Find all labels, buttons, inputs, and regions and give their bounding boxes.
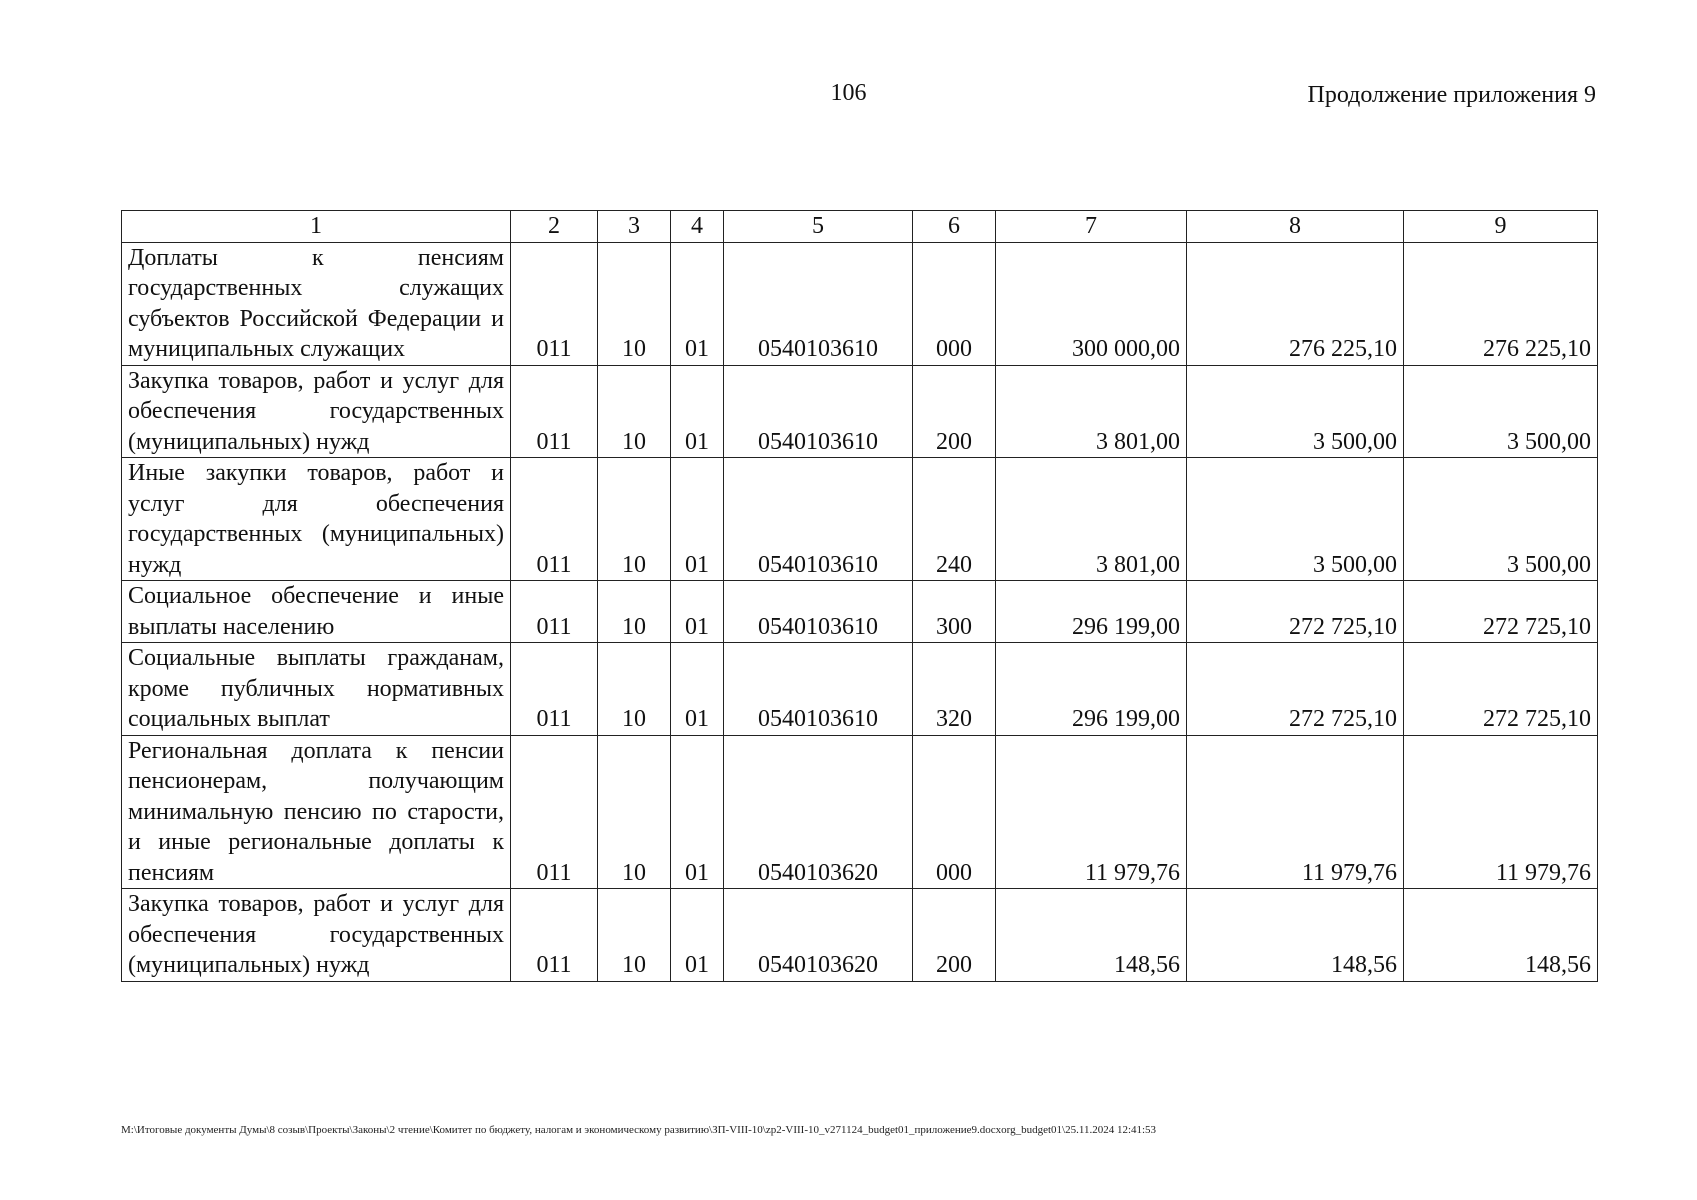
cell-target-article: 0540103610 (724, 581, 913, 643)
cell-admin-code: 011 (511, 242, 598, 365)
cell-subsection: 01 (671, 643, 724, 736)
cell-amount-7: 148,56 (996, 889, 1187, 982)
budget-table (121, 210, 1598, 982)
cell-amount-8: 3 500,00 (1187, 365, 1404, 458)
cell-amount-8: 272 725,10 (1187, 581, 1404, 643)
row-name: Доплаты к пенсиям государственных служащих субъектов Российской Федерации и муниципальных служащих (122, 242, 511, 365)
cell-subsection: 01 (671, 365, 724, 458)
document-file-path: M:\Итоговые документы Думы\8 созыв\Проекты\Законы\2 чтение\Комитет по бюджету, налогам и экономическому развитию\ЗП-VIII-10\zp2-VIII-10_v271124_budget01_приложение9.docxorg_budget01\25.11.2024 12:41:53 (121, 1124, 1157, 1136)
column-number-row (122, 211, 1598, 243)
table-row (122, 458, 1598, 581)
cell-section: 10 (598, 581, 671, 643)
cell-amount-7: 3 801,00 (996, 458, 1187, 581)
cell-admin-code: 011 (511, 735, 598, 889)
cell-target-article: 0540103610 (724, 643, 913, 736)
cell-expense-type: 000 (913, 735, 996, 889)
cell-amount-7: 300 000,00 (996, 242, 1187, 365)
table-row (122, 242, 1598, 365)
cell-amount-9: 272 725,10 (1404, 643, 1598, 736)
cell-amount-8: 148,56 (1187, 889, 1404, 982)
cell-amount-8: 272 725,10 (1187, 643, 1404, 736)
cell-section: 10 (598, 242, 671, 365)
row-name: Закупка товаров, работ и услуг для обеспечения государственных (муниципальных) нужд (122, 365, 511, 458)
cell-target-article: 0540103610 (724, 458, 913, 581)
cell-expense-type: 300 (913, 581, 996, 643)
cell-section: 10 (598, 458, 671, 581)
row-name: Социальные выплаты гражданам, кроме публичных нормативных социальных выплат (122, 643, 511, 736)
cell-admin-code: 011 (511, 643, 598, 736)
cell-subsection: 01 (671, 458, 724, 581)
column-header: 1 (122, 211, 511, 243)
cell-subsection: 01 (671, 735, 724, 889)
cell-amount-8: 11 979,76 (1187, 735, 1404, 889)
cell-admin-code: 011 (511, 889, 598, 982)
cell-amount-8: 3 500,00 (1187, 458, 1404, 581)
column-header: 7 (996, 211, 1187, 243)
appendix-continuation-label: Продолжение приложения 9 (1307, 82, 1596, 108)
cell-amount-9: 272 725,10 (1404, 581, 1598, 643)
cell-section: 10 (598, 889, 671, 982)
cell-section: 10 (598, 735, 671, 889)
cell-target-article: 0540103610 (724, 365, 913, 458)
table-row (122, 365, 1598, 458)
column-header: 2 (511, 211, 598, 243)
cell-amount-9: 3 500,00 (1404, 365, 1598, 458)
cell-amount-9: 148,56 (1404, 889, 1598, 982)
row-name: Социальное обеспечение и иные выплаты населению (122, 581, 511, 643)
cell-amount-8: 276 225,10 (1187, 242, 1404, 365)
cell-admin-code: 011 (511, 365, 598, 458)
cell-expense-type: 320 (913, 643, 996, 736)
cell-subsection: 01 (671, 242, 724, 365)
cell-subsection: 01 (671, 581, 724, 643)
cell-amount-9: 3 500,00 (1404, 458, 1598, 581)
cell-amount-7: 296 199,00 (996, 643, 1187, 736)
cell-section: 10 (598, 365, 671, 458)
table-row (122, 581, 1598, 643)
cell-amount-9: 11 979,76 (1404, 735, 1598, 889)
column-header: 3 (598, 211, 671, 243)
row-name: Закупка товаров, работ и услуг для обеспечения государственных (муниципальных) нужд (122, 889, 511, 982)
cell-admin-code: 011 (511, 581, 598, 643)
cell-amount-7: 3 801,00 (996, 365, 1187, 458)
column-header: 4 (671, 211, 724, 243)
cell-expense-type: 200 (913, 889, 996, 982)
cell-target-article: 0540103610 (724, 242, 913, 365)
cell-target-article: 0540103620 (724, 735, 913, 889)
column-header: 6 (913, 211, 996, 243)
cell-expense-type: 240 (913, 458, 996, 581)
cell-subsection: 01 (671, 889, 724, 982)
cell-expense-type: 200 (913, 365, 996, 458)
page-number: 106 (830, 80, 867, 106)
cell-amount-7: 296 199,00 (996, 581, 1187, 643)
cell-target-article: 0540103620 (724, 889, 913, 982)
row-name: Иные закупки товаров, работ и услуг для обеспечения государственных (муниципальных) нужд (122, 458, 511, 581)
cell-section: 10 (598, 643, 671, 736)
cell-amount-7: 11 979,76 (996, 735, 1187, 889)
cell-admin-code: 011 (511, 458, 598, 581)
table-row (122, 643, 1598, 736)
table-row (122, 735, 1598, 889)
column-header: 5 (724, 211, 913, 243)
cell-amount-9: 276 225,10 (1404, 242, 1598, 365)
cell-expense-type: 000 (913, 242, 996, 365)
table-row (122, 889, 1598, 982)
row-name: Региональная доплата к пенсии пенсионерам, получающим минимальную пенсию по старости, и иные региональные доплаты к пенсиям (122, 735, 511, 889)
column-header: 9 (1404, 211, 1598, 243)
column-header: 8 (1187, 211, 1404, 243)
